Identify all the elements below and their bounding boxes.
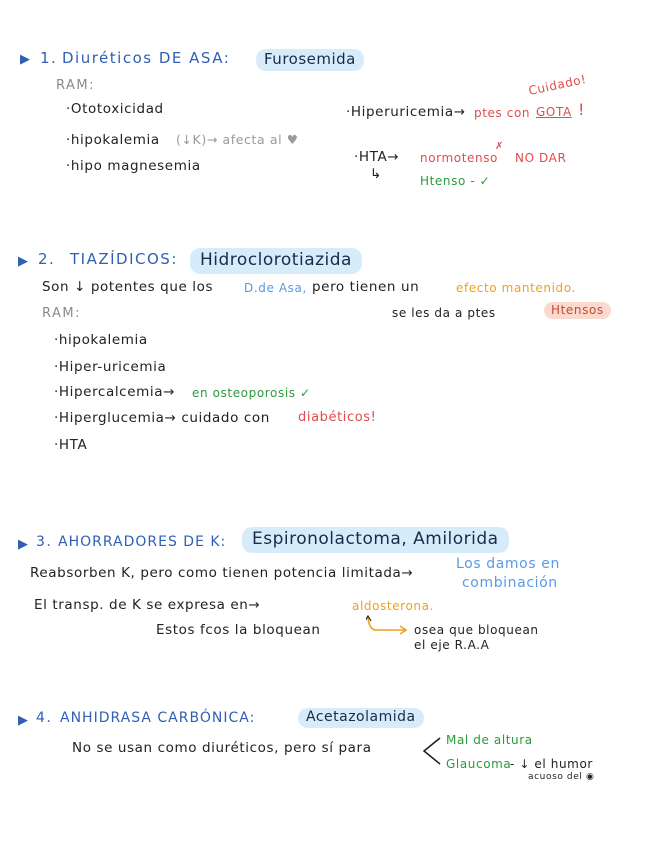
section-marker: ▶ (18, 537, 28, 552)
list-item: ·Ototoxicidad (66, 101, 164, 117)
aldosterona-text: aldosterona. (352, 599, 434, 613)
hipokalemia-note: (↓K)→ afecta al ♥ (176, 132, 299, 147)
list-item: ·hipo magnesemia (66, 158, 201, 174)
note-text: el eje R.A.A (414, 638, 490, 652)
drug-highlight: Espironolactoma, Amilorida (242, 527, 509, 553)
section-marker: ▶ (18, 713, 28, 728)
section-title: TIAZÍDICOS: (70, 250, 178, 268)
section-number: 3. (36, 534, 53, 550)
option-text: Glaucoma (446, 757, 512, 771)
note-text-blue: combinación (462, 575, 558, 591)
section-title: Diuréticos DE ASA: (62, 49, 231, 67)
body-text: Estos fcos la bloquean (156, 622, 321, 638)
orange-arrow-icon (366, 614, 410, 638)
list-item: ·HTA→ (354, 149, 400, 165)
section-title: ANHIDRASA CARBÓNICA: (60, 710, 256, 726)
body-text: No se usan como diuréticos, pero sí para (72, 740, 372, 756)
list-item: ·Hiperglucemia→ cuidado con (54, 410, 270, 426)
list-item: ·hipokalemia (66, 132, 160, 148)
drug-highlight: Hidroclorotiazida (190, 248, 362, 274)
section-number: 2. (38, 250, 56, 268)
no-dar-text: NO DAR (515, 151, 567, 165)
list-item: ·Hiper-uricemia (54, 359, 167, 375)
ram-label: RAM: (42, 306, 81, 321)
option-text: Mal de altura (446, 733, 533, 747)
note-text: diabéticos! (298, 410, 377, 425)
note-text: ptes con (474, 106, 531, 120)
body-text-orange: efecto mantenido. (456, 281, 576, 295)
gota-text: GOTA (536, 105, 572, 119)
section-number: 4. (36, 710, 53, 726)
ram-label: RAM: (56, 78, 95, 93)
cuidado-note: Cuidado! (527, 72, 588, 98)
list-item: ·Hiperuricemia→ (346, 104, 466, 120)
body-text: Son ↓ potentes que los (42, 279, 214, 295)
note-text: acuoso del ◉ (528, 772, 595, 782)
bracket-icon (420, 734, 442, 768)
htensos-highlight: Htensos (544, 302, 611, 319)
body-text: Reabsorben K, pero como tienen potencia limitada→ (30, 565, 414, 581)
note-text-blue: Los damos en (456, 556, 560, 572)
list-item: ·hipokalemia (54, 332, 148, 348)
section-number: 1. (40, 49, 58, 67)
arrow-glyph: ↳ (370, 166, 382, 182)
cross-mark: ✗ (495, 141, 504, 152)
section-title: AHORRADORES DE K: (58, 534, 227, 550)
note-text: en osteoporosis ✓ (192, 386, 311, 400)
note-text: normotenso (420, 151, 498, 165)
drug-highlight: Acetazolamida (298, 708, 424, 728)
body-text: se les da a ptes (392, 306, 496, 320)
body-text: El transp. de K se expresa en→ (34, 597, 261, 613)
section-marker: ▶ (18, 254, 28, 269)
note-text: osea que bloquean (414, 623, 539, 637)
body-text: pero tienen un (312, 279, 420, 295)
body-text-blue: D.de Asa, (244, 281, 307, 295)
exclaim-mark: ! (578, 100, 586, 119)
drug-highlight: Furosemida (256, 49, 364, 71)
section-marker: ▶ (20, 52, 30, 67)
note-text: - ↓ el humor (510, 757, 593, 771)
htenso-text: Htenso - ✓ (420, 174, 491, 188)
list-item: ·Hipercalcemia→ (54, 384, 175, 400)
list-item: ·HTA (54, 437, 88, 453)
